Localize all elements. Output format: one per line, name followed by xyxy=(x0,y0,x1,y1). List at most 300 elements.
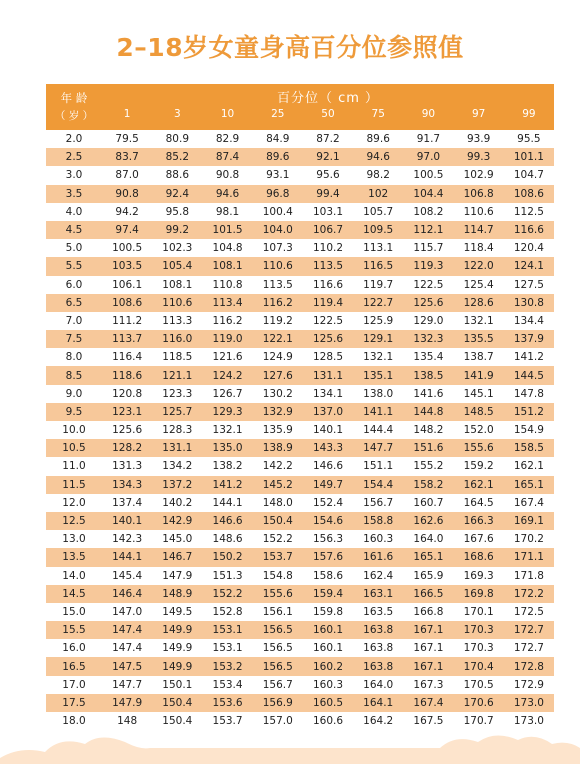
height-cell: 132.1 xyxy=(463,314,494,327)
height-cell: 144.5 xyxy=(513,369,544,382)
height-cell: 95.8 xyxy=(165,205,190,218)
percentile-header: 97 xyxy=(471,108,486,120)
height-cell: 167.4 xyxy=(513,496,544,509)
height-cell: 135.4 xyxy=(413,351,444,364)
height-cell: 156.5 xyxy=(262,660,293,673)
height-cell: 159.8 xyxy=(312,605,344,618)
height-cell: 123.1 xyxy=(112,405,143,418)
height-cell: 135.9 xyxy=(262,424,293,437)
height-cell: 110.8 xyxy=(212,278,243,291)
table-row xyxy=(46,403,554,421)
height-cell: 157.0 xyxy=(262,715,293,728)
height-cell: 84.9 xyxy=(266,133,290,146)
height-cell: 146.4 xyxy=(112,587,143,600)
height-cell: 147.5 xyxy=(112,660,143,673)
height-cell: 104.8 xyxy=(212,242,243,255)
table-row xyxy=(46,657,554,675)
height-cell: 144.1 xyxy=(112,551,143,564)
height-cell: 116.2 xyxy=(262,296,293,309)
height-cell: 153.7 xyxy=(262,551,293,564)
height-cell: 141.1 xyxy=(363,405,394,418)
height-cell: 128.6 xyxy=(463,296,494,309)
height-cell: 122.0 xyxy=(463,260,494,273)
height-cell: 132.1 xyxy=(212,424,243,437)
height-cell: 94.6 xyxy=(366,151,390,164)
height-cell: 162.1 xyxy=(463,478,494,491)
height-cell: 118.5 xyxy=(162,351,193,364)
height-cell: 156.5 xyxy=(262,624,293,637)
height-cell: 165.1 xyxy=(413,551,444,564)
age-cell: 11.0 xyxy=(62,460,86,473)
height-cell: 164.0 xyxy=(413,533,444,546)
table-row xyxy=(46,130,554,148)
height-cell: 138.2 xyxy=(212,460,243,473)
table-row xyxy=(46,530,554,548)
height-cell: 153.1 xyxy=(212,642,243,655)
percentile-header: 1 xyxy=(123,108,131,120)
height-cell: 102 xyxy=(368,187,389,200)
age-cell: 6.5 xyxy=(65,296,83,309)
height-cell: 147.4 xyxy=(112,624,143,637)
table-row xyxy=(46,457,554,475)
height-cell: 153.1 xyxy=(212,624,243,637)
height-cell: 99.2 xyxy=(165,224,190,237)
height-cell: 106.1 xyxy=(112,278,143,291)
height-cell: 150.4 xyxy=(162,696,193,709)
height-cell: 172.5 xyxy=(513,605,544,618)
height-cell: 119.2 xyxy=(262,314,293,327)
height-cell: 113.5 xyxy=(312,260,344,273)
height-cell: 137.0 xyxy=(312,405,344,418)
percentile-header: 10 xyxy=(220,108,235,120)
height-cell: 82.9 xyxy=(215,133,240,146)
height-cell: 119.0 xyxy=(212,333,243,346)
height-cell: 171.8 xyxy=(513,569,544,582)
height-cell: 113.3 xyxy=(162,314,193,327)
table-row xyxy=(46,166,554,184)
age-unit-header: （ 岁 ） xyxy=(54,110,94,122)
height-cell: 151.3 xyxy=(212,569,243,582)
height-cell: 89.6 xyxy=(366,133,390,146)
table-row xyxy=(46,312,554,330)
height-cell: 113.5 xyxy=(262,278,293,291)
height-cell: 105.7 xyxy=(363,205,394,218)
height-cell: 124.2 xyxy=(212,369,243,382)
height-cell: 85.2 xyxy=(165,151,190,164)
height-cell: 156.5 xyxy=(262,642,293,655)
height-cell: 137.4 xyxy=(112,496,143,509)
height-cell: 100.5 xyxy=(112,242,143,255)
height-cell: 147.7 xyxy=(112,678,143,691)
height-cell: 144.8 xyxy=(413,405,444,418)
height-cell: 127.6 xyxy=(262,369,293,382)
height-cell: 134.2 xyxy=(162,460,193,473)
height-cell: 141.9 xyxy=(463,369,494,382)
height-cell: 172.7 xyxy=(513,642,544,655)
height-cell: 137.2 xyxy=(162,478,193,491)
height-cell: 170.1 xyxy=(463,605,494,618)
height-cell: 160.5 xyxy=(312,696,344,709)
table-row xyxy=(46,276,554,294)
height-cell: 173.0 xyxy=(513,715,544,728)
height-cell: 140.1 xyxy=(312,424,344,437)
height-cell: 171.1 xyxy=(513,551,544,564)
height-cell: 154.4 xyxy=(363,478,394,491)
table-row xyxy=(46,385,554,403)
height-cell: 137.9 xyxy=(513,333,544,346)
height-cell: 163.8 xyxy=(363,660,394,673)
height-cell: 147.7 xyxy=(363,442,394,455)
height-cell: 132.9 xyxy=(262,405,293,418)
height-cell: 173.0 xyxy=(513,696,544,709)
height-cell: 154.9 xyxy=(513,424,544,437)
height-cell: 169.8 xyxy=(463,587,494,600)
height-percentile-table xyxy=(46,84,554,730)
table-row xyxy=(46,639,554,657)
height-cell: 146.6 xyxy=(212,515,243,528)
height-cell: 158.8 xyxy=(363,515,394,528)
age-cell: 8.0 xyxy=(65,351,83,364)
height-cell: 170.3 xyxy=(463,642,494,655)
height-cell: 152.2 xyxy=(262,533,293,546)
age-cell: 2.5 xyxy=(65,151,83,164)
height-cell: 108.2 xyxy=(413,205,444,218)
height-cell: 99.4 xyxy=(316,187,340,200)
height-cell: 96.8 xyxy=(266,187,290,200)
height-cell: 121.1 xyxy=(162,369,193,382)
height-cell: 144.1 xyxy=(212,496,243,509)
height-cell: 98.2 xyxy=(366,169,390,182)
age-cell: 18.0 xyxy=(62,715,86,728)
height-cell: 94.2 xyxy=(115,205,139,218)
height-cell: 113.1 xyxy=(363,242,394,255)
height-cell: 124.9 xyxy=(262,351,293,364)
height-cell: 148.9 xyxy=(162,587,193,600)
height-cell: 103.5 xyxy=(112,260,143,273)
height-cell: 153.2 xyxy=(212,660,243,673)
age-cell: 14.5 xyxy=(62,587,86,600)
height-cell: 116.2 xyxy=(212,314,243,327)
height-cell: 92.1 xyxy=(316,151,340,164)
height-cell: 104.4 xyxy=(413,187,444,200)
table-row xyxy=(46,621,554,639)
height-cell: 120.8 xyxy=(112,387,143,400)
table-row xyxy=(46,421,554,439)
height-cell: 164.0 xyxy=(363,678,394,691)
table-row xyxy=(46,603,554,621)
height-cell: 172.2 xyxy=(513,587,544,600)
height-cell: 134.4 xyxy=(513,314,544,327)
table-row xyxy=(46,676,554,694)
height-cell: 155.6 xyxy=(463,442,494,455)
table-row xyxy=(46,694,554,712)
height-cell: 118.6 xyxy=(112,369,143,382)
height-cell: 101.1 xyxy=(513,151,544,164)
table-row xyxy=(46,476,554,494)
table-row xyxy=(46,512,554,530)
height-cell: 160.6 xyxy=(312,715,344,728)
height-cell: 94.6 xyxy=(215,187,240,200)
height-cell: 103.1 xyxy=(312,205,344,218)
height-cell: 90.8 xyxy=(115,187,139,200)
height-cell: 116.6 xyxy=(513,224,544,237)
height-cell: 98.1 xyxy=(215,205,240,218)
height-cell: 170.4 xyxy=(463,660,494,673)
height-cell: 138.0 xyxy=(363,387,394,400)
height-cell: 148.5 xyxy=(463,405,494,418)
age-cell: 10.0 xyxy=(62,424,86,437)
height-cell: 167.4 xyxy=(413,696,444,709)
height-cell: 166.3 xyxy=(463,515,494,528)
height-cell: 149.7 xyxy=(312,478,344,491)
percentile-header: 3 xyxy=(173,108,181,120)
height-cell: 141.2 xyxy=(212,478,243,491)
height-cell: 107.3 xyxy=(262,242,293,255)
percentile-group-header: 百分位（ cm ） xyxy=(276,91,380,106)
height-cell: 123.3 xyxy=(162,387,193,400)
height-cell: 126.7 xyxy=(212,387,243,400)
height-cell: 134.1 xyxy=(312,387,344,400)
height-cell: 118.4 xyxy=(463,242,494,255)
height-cell: 150.2 xyxy=(212,551,243,564)
height-cell: 93.1 xyxy=(266,169,290,182)
height-cell: 135.1 xyxy=(363,369,394,382)
height-cell: 167.1 xyxy=(413,660,444,673)
age-cell: 12.0 xyxy=(62,496,86,509)
height-cell: 148.2 xyxy=(413,424,444,437)
height-cell: 158.6 xyxy=(312,569,344,582)
height-cell: 160.3 xyxy=(363,533,394,546)
height-cell: 132.1 xyxy=(363,351,394,364)
height-cell: 110.6 xyxy=(463,205,494,218)
height-cell: 125.6 xyxy=(312,333,344,346)
height-cell: 170.7 xyxy=(463,715,494,728)
height-cell: 148.6 xyxy=(212,533,243,546)
age-cell: 2.0 xyxy=(65,133,83,146)
height-cell: 158.5 xyxy=(513,442,544,455)
table-row xyxy=(46,239,554,257)
height-cell: 129.0 xyxy=(413,314,444,327)
age-cell: 16.0 xyxy=(62,642,86,655)
height-cell: 148 xyxy=(117,715,138,728)
table-row xyxy=(46,348,554,366)
age-column-header: 年 龄 xyxy=(60,91,88,105)
height-cell: 145.0 xyxy=(162,533,193,546)
height-cell: 163.1 xyxy=(363,587,394,600)
height-cell: 155.2 xyxy=(413,460,444,473)
height-cell: 121.6 xyxy=(212,351,243,364)
age-cell: 11.5 xyxy=(62,478,86,491)
height-cell: 132.3 xyxy=(413,333,444,346)
age-cell: 12.5 xyxy=(62,515,86,528)
height-cell: 160.7 xyxy=(413,496,444,509)
height-cell: 125.7 xyxy=(162,405,193,418)
height-cell: 116.6 xyxy=(312,278,344,291)
height-cell: 104.7 xyxy=(513,169,544,182)
height-cell: 127.5 xyxy=(513,278,544,291)
height-cell: 152.2 xyxy=(212,587,243,600)
height-cell: 144.4 xyxy=(363,424,394,437)
height-cell: 128.5 xyxy=(312,351,344,364)
height-cell: 128.3 xyxy=(162,424,193,437)
height-cell: 162.1 xyxy=(513,460,544,473)
height-cell: 158.2 xyxy=(413,478,444,491)
height-cell: 138.7 xyxy=(463,351,494,364)
height-cell: 156.1 xyxy=(262,605,293,618)
height-cell: 141.2 xyxy=(513,351,544,364)
height-cell: 128.2 xyxy=(112,442,143,455)
table-row xyxy=(46,203,554,221)
height-cell: 115.7 xyxy=(413,242,444,255)
height-cell: 116.5 xyxy=(363,260,394,273)
height-cell: 87.2 xyxy=(316,133,340,146)
height-cell: 162.4 xyxy=(363,569,394,582)
height-cell: 104.0 xyxy=(262,224,293,237)
table-row xyxy=(46,567,554,585)
age-cell: 9.5 xyxy=(65,405,83,418)
height-cell: 146.6 xyxy=(312,460,344,473)
height-cell: 162.6 xyxy=(413,515,444,528)
height-cell: 108.1 xyxy=(212,260,243,273)
height-cell: 102.3 xyxy=(162,242,193,255)
table-row xyxy=(46,494,554,512)
height-cell: 156.3 xyxy=(312,533,344,546)
height-cell: 92.4 xyxy=(165,187,190,200)
height-cell: 125.6 xyxy=(413,296,444,309)
height-cell: 125.4 xyxy=(463,278,494,291)
header-row-top xyxy=(46,84,554,106)
height-cell: 169.3 xyxy=(463,569,494,582)
age-cell: 4.5 xyxy=(65,224,83,237)
height-cell: 95.5 xyxy=(517,133,541,146)
height-cell: 143.3 xyxy=(312,442,344,455)
height-cell: 156.7 xyxy=(262,678,293,691)
height-cell: 83.7 xyxy=(115,151,139,164)
height-cell: 91.7 xyxy=(416,133,441,146)
height-cell: 160.2 xyxy=(312,660,344,673)
height-cell: 112.5 xyxy=(513,205,544,218)
height-cell: 160.1 xyxy=(312,642,344,655)
age-cell: 17.5 xyxy=(62,696,86,709)
table-row xyxy=(46,366,554,384)
age-cell: 7.5 xyxy=(65,333,83,346)
height-cell: 89.6 xyxy=(266,151,290,164)
height-cell: 160.3 xyxy=(312,678,344,691)
height-cell: 125.6 xyxy=(112,424,143,437)
table-row xyxy=(46,294,554,312)
height-cell: 88.6 xyxy=(165,169,190,182)
height-cell: 146.7 xyxy=(162,551,193,564)
height-cell: 111.2 xyxy=(112,314,143,327)
height-cell: 147.9 xyxy=(112,696,143,709)
height-cell: 163.8 xyxy=(363,642,394,655)
age-cell: 5.0 xyxy=(65,242,83,255)
height-cell: 167.3 xyxy=(413,678,444,691)
height-cell: 112.1 xyxy=(413,224,444,237)
height-cell: 156.9 xyxy=(262,696,293,709)
height-cell: 152.8 xyxy=(212,605,243,618)
height-cell: 79.5 xyxy=(115,133,139,146)
percentile-header: 50 xyxy=(321,108,335,120)
height-cell: 153.4 xyxy=(212,678,243,691)
height-cell: 122.5 xyxy=(413,278,444,291)
percentile-header: 99 xyxy=(522,108,536,120)
height-cell: 150.4 xyxy=(162,715,193,728)
height-cell: 124.1 xyxy=(513,260,544,273)
height-cell: 169.1 xyxy=(513,515,544,528)
height-cell: 134.3 xyxy=(112,478,143,491)
height-cell: 172.9 xyxy=(513,678,544,691)
table-row xyxy=(46,585,554,603)
height-cell: 95.6 xyxy=(316,169,340,182)
table-row xyxy=(46,548,554,566)
height-cell: 153.6 xyxy=(212,696,243,709)
height-cell: 150.4 xyxy=(262,515,293,528)
age-cell: 14.0 xyxy=(62,569,86,582)
height-cell: 156.7 xyxy=(363,496,394,509)
height-cell: 90.8 xyxy=(215,169,240,182)
age-cell: 8.5 xyxy=(65,369,83,382)
height-cell: 110.6 xyxy=(262,260,293,273)
height-cell: 135.5 xyxy=(463,333,494,346)
height-cell: 151.1 xyxy=(363,460,394,473)
percentile-header: 75 xyxy=(371,108,385,120)
height-cell: 167.1 xyxy=(413,642,444,655)
height-cell: 172.7 xyxy=(513,624,544,637)
height-cell: 164.2 xyxy=(363,715,394,728)
height-cell: 166.8 xyxy=(413,605,444,618)
age-cell: 7.0 xyxy=(65,314,83,327)
height-cell: 101.5 xyxy=(212,224,243,237)
height-cell: 140.1 xyxy=(112,515,143,528)
height-cell: 105.4 xyxy=(162,260,193,273)
height-cell: 149.9 xyxy=(162,642,193,655)
height-cell: 164.1 xyxy=(363,696,394,709)
height-cell: 168.6 xyxy=(463,551,494,564)
height-cell: 142.3 xyxy=(112,533,143,546)
height-cell: 148.0 xyxy=(262,496,293,509)
height-cell: 97.4 xyxy=(115,224,139,237)
age-cell: 17.0 xyxy=(62,678,86,691)
table-row xyxy=(46,257,554,275)
height-cell: 163.8 xyxy=(363,624,394,637)
table-row xyxy=(46,221,554,239)
age-cell: 13.5 xyxy=(62,551,86,564)
height-cell: 87.4 xyxy=(215,151,240,164)
age-cell: 3.0 xyxy=(65,169,83,182)
height-cell: 159.2 xyxy=(463,460,494,473)
height-cell: 106.7 xyxy=(312,224,344,237)
height-cell: 152.4 xyxy=(312,496,344,509)
height-cell: 147.0 xyxy=(112,605,143,618)
height-cell: 97.0 xyxy=(416,151,441,164)
height-cell: 108.6 xyxy=(513,187,544,200)
height-cell: 160.1 xyxy=(312,624,344,637)
height-cell: 151.6 xyxy=(413,442,444,455)
age-cell: 4.0 xyxy=(65,205,83,218)
height-cell: 164.5 xyxy=(463,496,494,509)
height-cell: 145.4 xyxy=(112,569,143,582)
height-cell: 145.1 xyxy=(463,387,494,400)
height-cell: 147.8 xyxy=(513,387,544,400)
height-cell: 113.7 xyxy=(112,333,143,346)
height-cell: 150.1 xyxy=(162,678,193,691)
height-cell: 108.1 xyxy=(162,278,193,291)
height-cell: 140.2 xyxy=(162,496,193,509)
height-cell: 159.4 xyxy=(312,587,344,600)
cloud-shape xyxy=(0,735,580,764)
height-cell: 116.0 xyxy=(162,333,193,346)
